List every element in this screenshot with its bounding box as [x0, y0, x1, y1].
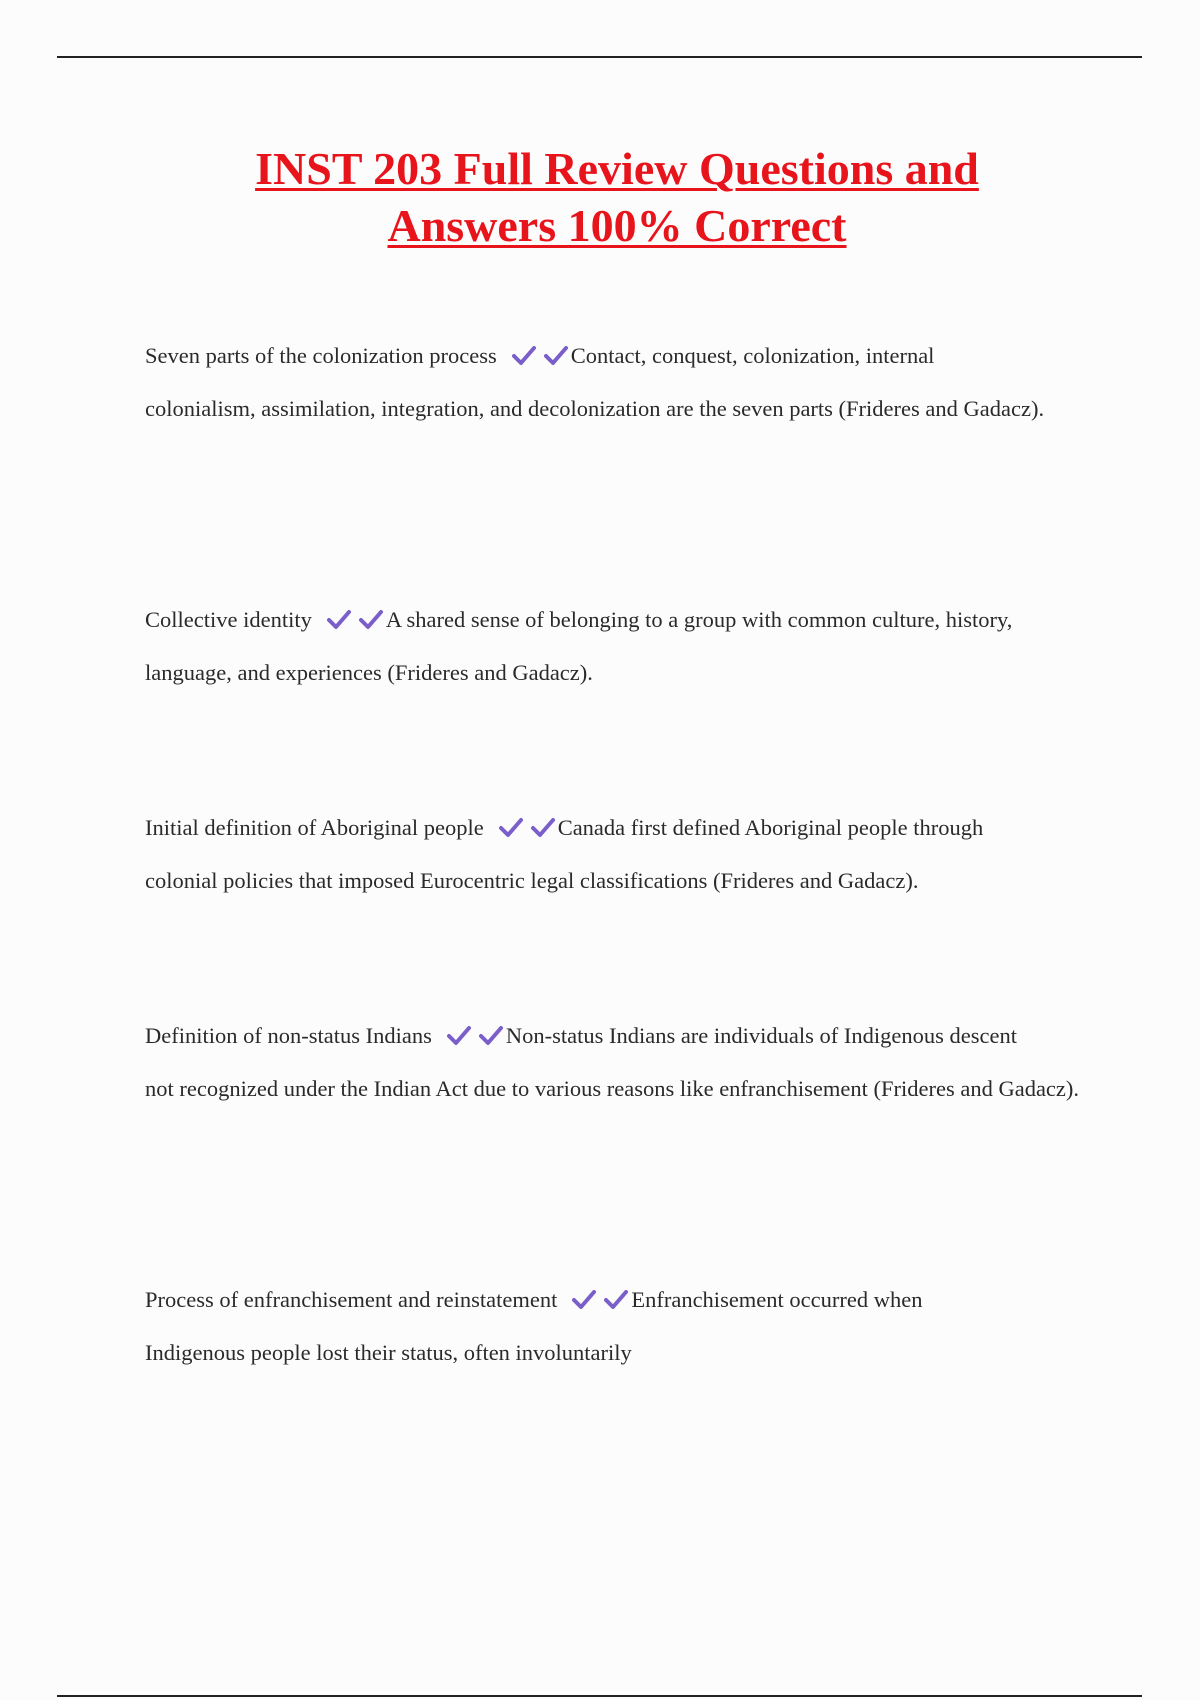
question-text: Seven parts of the colonization process [145, 343, 497, 368]
check-icon [543, 344, 569, 366]
answer-text-rest: colonial policies that imposed Eurocentric legal classifications (Frideres and Gadacz). [145, 868, 919, 893]
answer-text-start: Non-status Indians are individuals of Indigenous descent [505, 1023, 1017, 1048]
question-text: Definition of non-status Indians [145, 1023, 432, 1048]
check-icon [478, 1024, 504, 1046]
title-line-1: INST 203 Full Review Questions and [255, 143, 979, 194]
question-text: Collective identity [145, 607, 312, 632]
qa-item [145, 1276, 1085, 1382]
answer-text-rest: colonialism, assimilation, integration, and decolonization are the seven parts (Frideres and Gadacz). [145, 396, 1045, 421]
qa-item [145, 1012, 1085, 1118]
answer-text-rest: not recognized under the Indian Act due to various reasons like enfranchisement (Frideres and Gadacz). [145, 1076, 1080, 1101]
qa-first-line [145, 596, 1085, 644]
answer-text-start: Contact, conquest, colonization, internal [570, 343, 935, 368]
check-icon [571, 1288, 597, 1310]
check-icon [511, 344, 537, 366]
qa-item [145, 596, 1085, 702]
qa-first-line [145, 1012, 1085, 1060]
answer-text-start: Enfranchisement occurred when [631, 1287, 923, 1312]
bottom-rule [57, 1695, 1142, 1697]
check-icon [498, 816, 524, 838]
answer-text-rest: language, and experiences (Frideres and Gadacz). [145, 660, 593, 685]
qa-first-line [145, 332, 1085, 380]
qa-first-line [145, 804, 1085, 852]
qa-item [145, 332, 1085, 438]
check-icon [326, 608, 352, 630]
qa-first-line [145, 1276, 1085, 1324]
top-rule [57, 56, 1142, 58]
question-text: Process of enfranchisement and reinstatement [145, 1287, 558, 1312]
document-title [0, 140, 1200, 254]
question-text: Initial definition of Aboriginal people [145, 815, 484, 840]
answer-text-start: Canada first defined Aboriginal people through [557, 815, 984, 840]
check-icon [603, 1288, 629, 1310]
qa-item [145, 804, 1085, 910]
title-line-2: Answers 100% Correct [387, 200, 847, 251]
check-icon [530, 816, 556, 838]
check-icon [358, 608, 384, 630]
answer-text-rest: Indigenous people lost their status, often involuntarily [145, 1340, 632, 1365]
answer-text-start: A shared sense of belonging to a group with common culture, history, [385, 607, 1013, 632]
check-icon [446, 1024, 472, 1046]
